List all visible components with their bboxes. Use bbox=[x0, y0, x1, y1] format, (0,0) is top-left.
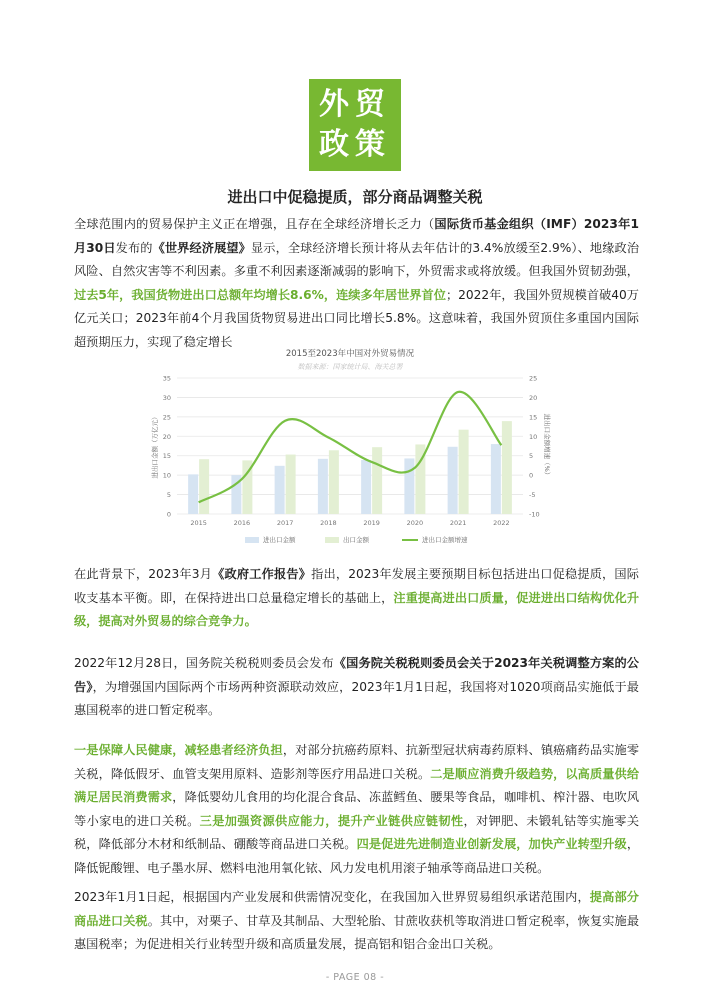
page-footer: - PAGE 08 - bbox=[325, 972, 385, 983]
p4-text-3: ，对钾肥、未锻轧钴等实施零关税，降低部分木材和纸制品、硼酸等商品进口关税。 bbox=[74, 813, 640, 851]
paragraph-2 bbox=[74, 563, 639, 634]
badge-line-1: 外贸 bbox=[319, 87, 391, 122]
paragraph-4 bbox=[74, 739, 639, 880]
y2-tick-label: -10 bbox=[529, 510, 540, 519]
paragraph-1 bbox=[74, 213, 639, 354]
chart-subtitle: 数据来源：国家统计局、海关总署 bbox=[297, 363, 403, 371]
bar-import-export bbox=[448, 447, 458, 514]
p1-text-4: ；2022年，我国外贸规模首破40万亿元关口；2023年前4个月我国货物贸易进出口同比增长5.8%。这意味着，我国外贸顶住多重国内国际超预期压力，实现了稳定增长 bbox=[74, 287, 639, 349]
p4-highlight-3: 三是加强资源供应能力，提升产业链供应链韧性 bbox=[199, 813, 464, 828]
section-badge bbox=[309, 79, 401, 171]
bar-export bbox=[459, 430, 469, 514]
p4-highlight-4: 四是促进先进制造业创新发展，加快产业转型升级 bbox=[356, 837, 627, 851]
y-tick-label: 20 bbox=[162, 432, 171, 441]
x-tick-label: 2016 bbox=[233, 519, 251, 527]
p1-text-1: 全球范围内的贸易保护主义正在增强，且存在全球经济增长乏力（ bbox=[74, 217, 435, 231]
p1-text-2: 发布的 bbox=[115, 240, 153, 255]
badge-line-2: 政策 bbox=[319, 127, 391, 162]
p2-text-1: 在此背景下，2023年3月 bbox=[74, 567, 213, 581]
bar-export bbox=[329, 450, 339, 514]
p1-highlight-1: 过去5年，我国货物进出口总额年均增长8.6%，连续多年居世界首位 bbox=[74, 287, 446, 302]
p1-text-3: 显示，全球经济增长预计将从去年估计的3.4%放缓至2.9%）、地缘政治风险、自然灾害等不利因素。多重不利因素逐渐减弱的影响下，外贸需求或将放缓。但我国外贸韧劲强， bbox=[74, 240, 640, 278]
y2-tick-label: 5 bbox=[529, 452, 534, 461]
legend-label-growth: 进出口金额增速 bbox=[422, 536, 468, 544]
bar-import-export bbox=[491, 444, 501, 514]
y-tick-label: 30 bbox=[162, 393, 171, 402]
y2-tick-label: 15 bbox=[529, 413, 538, 422]
x-tick-label: 2015 bbox=[190, 519, 207, 527]
y2-tick-label: 0 bbox=[529, 471, 534, 480]
y-tick-label: 10 bbox=[162, 471, 171, 480]
p2-text-2: 指出，2023年发展主要预期目标包括进出口促稳提质，国际收支基本平衡。即，在保持进出口总量稳定增长的基础上， bbox=[74, 567, 639, 605]
bar-import-export bbox=[275, 466, 285, 514]
p4-text-1: ，对部分抗癌药原料、抗新型冠状病毒药原料、镇癌痛药品实施零关税，降低假牙、血管支架用原料、造影剂等医疗用品进口关税。 bbox=[74, 743, 640, 781]
p4-highlight-1: 一是保障人民健康，减轻患者经济负担 bbox=[74, 743, 283, 757]
paragraph-3 bbox=[74, 652, 639, 723]
y2-tick-label: 10 bbox=[529, 432, 538, 441]
p2-highlight-1: 注重提高进出口质量，促进进出口结构优化升级，提高对外贸易的综合竞争力。 bbox=[74, 590, 640, 628]
section-title: 进出口中促稳提质，部分商品调整关税 bbox=[227, 188, 483, 206]
p1-bold-2: 《世界经济展望》 bbox=[152, 240, 251, 255]
y2-tick-label: 20 bbox=[529, 393, 538, 402]
y2-tick-label: -5 bbox=[529, 491, 536, 500]
bar-import-export bbox=[318, 459, 328, 514]
y2-tick-label: 25 bbox=[529, 374, 538, 383]
x-tick-label: 2019 bbox=[363, 519, 380, 527]
y-tick-label: 25 bbox=[162, 413, 171, 422]
bar-import-export bbox=[361, 460, 371, 514]
y-tick-label: 0 bbox=[166, 510, 171, 519]
chart-title: 2015至2023年中国对外贸易情况 bbox=[285, 349, 415, 359]
x-tick-label: 2017 bbox=[276, 519, 294, 527]
y-axis-label: 进出口金额（万亿元） bbox=[151, 413, 159, 479]
x-tick-label: 2018 bbox=[320, 519, 337, 527]
p3-text-1: 2022年12月28日，国务院关税税则委员会发布 bbox=[74, 656, 334, 670]
p4-text-4: ，降低铌酸锂、电子墨水屏、燃料电池用氧化铱、风力发电机用滚子轴承等商品进口关税。 bbox=[74, 837, 640, 875]
bar-export bbox=[502, 421, 512, 514]
p4-text-2: ，降低婴幼儿食用的均化混合食品、冻蓝鳕鱼、腰果等食品，咖啡机、榨汁器、电吹风等小家电的进口关税。 bbox=[74, 790, 640, 828]
p4-highlight-2: 二是顺应消费升级趋势，以高质量供给满足居民消费需求 bbox=[74, 766, 640, 804]
y-tick-label: 5 bbox=[166, 491, 171, 500]
p5-highlight-1: 提高部分商品进口关税 bbox=[74, 890, 639, 928]
p3-bold-1: 《国务院关税税则委员会关于2023年关税调整方案的公告》 bbox=[74, 656, 639, 694]
y-tick-label: 15 bbox=[162, 452, 171, 461]
y2-axis-label: 进出口金额增速（%） bbox=[543, 413, 551, 479]
x-tick-label: 2020 bbox=[406, 519, 424, 527]
legend-swatch-import-export bbox=[245, 537, 259, 543]
x-tick-label: 2021 bbox=[449, 519, 467, 527]
legend-swatch-export bbox=[325, 537, 339, 543]
bar-export bbox=[372, 447, 382, 514]
trade-chart bbox=[140, 342, 560, 554]
legend-label-export: 出口金额 bbox=[343, 536, 369, 544]
p1-bold-1: 国际货币基金组织（IMF）2023年1月30日 bbox=[74, 217, 640, 255]
y-tick-label: 35 bbox=[162, 374, 171, 383]
x-tick-label: 2022 bbox=[493, 519, 510, 527]
p2-bold-1: 《政府工作报告》 bbox=[212, 567, 312, 581]
legend-label-import-export: 进出口金额 bbox=[263, 536, 296, 544]
p3-text-2: ，为增强国内国际两个市场两种资源联动效应，2023年1月1日起，我国将对1020项商品实施低于最惠国税率的进口暂定税率。 bbox=[74, 679, 639, 717]
bar-import-export bbox=[188, 474, 198, 514]
p5-text-2: 。其中，对栗子、甘草及其制品、大型轮胎、甘蔗收获机等取消进口暂定税率，恢复实施最惠国税率；为促进相关行业转型升级和高质量发展，提高铝和铝合金出口关税。 bbox=[74, 913, 640, 951]
paragraph-5 bbox=[74, 886, 639, 957]
bar-export bbox=[199, 459, 209, 514]
p5-text-1: 2023年1月1日起，根据国内产业发展和供需情况变化，在我国加入世界贸易组织承诺范围内， bbox=[74, 890, 590, 904]
bar-export bbox=[286, 455, 296, 514]
bar-import-export bbox=[404, 458, 414, 514]
